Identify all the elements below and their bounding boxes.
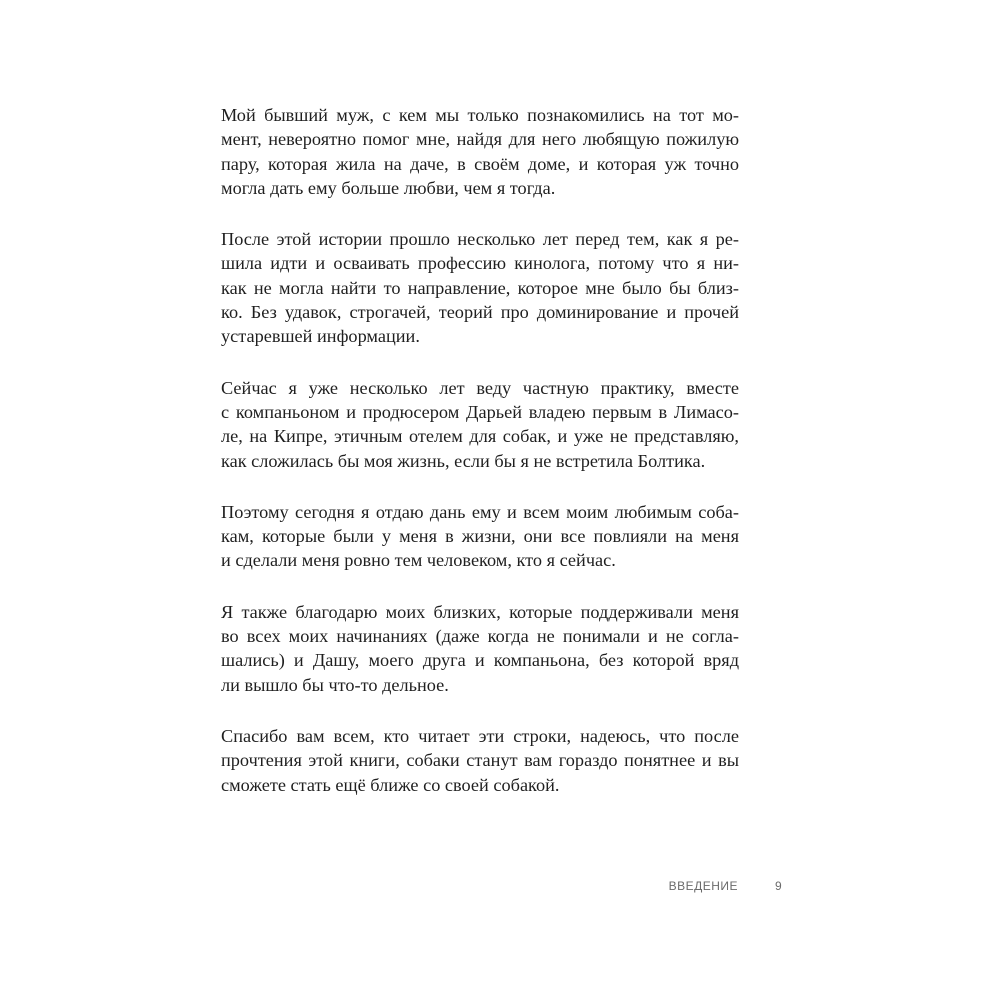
text-line: и сделали меня ровно тем человеком, кто я сейчас. (221, 550, 616, 571)
paragraph-6 (221, 724, 739, 797)
text-line: ле, на Кипре, этичным отелем для собак, и уже не представляю, (221, 426, 739, 447)
text-line: шались) и Дашу, моего друга и компаньона, без которой вряд (221, 650, 739, 671)
text-line: мент, невероятно помог мне, найдя для него любящую пожилую (221, 129, 739, 150)
text-line: с компаньоном и продюсером Дарьей владею первым в Лимасо- (221, 401, 739, 422)
paragraph-4 (221, 500, 739, 573)
text-line: как не могла найти то направление, которое мне было бы близ- (221, 277, 739, 298)
text-line: сможете стать ещё ближе со своей собакой. (221, 774, 560, 795)
body-text (221, 103, 739, 824)
paragraph-5 (221, 600, 739, 697)
text-line: пару, которая жила на даче, в своём доме, и которая уж точно (221, 153, 739, 174)
page-number: 9 (775, 879, 782, 893)
text-line: как сложилась бы моя жизнь, если бы я не встретила Болтика. (221, 450, 706, 471)
text-line: во всех моих начинаниях (даже когда не понимали и не согла- (221, 626, 739, 647)
running-footer-section: ВВЕДЕНИЕ (668, 879, 738, 893)
text-line: ли вышло бы что-то дельное. (221, 674, 449, 695)
text-line: Я также благодарю моих близких, которые поддерживали меня (221, 601, 739, 622)
text-line: ко. Без удавок, строгачей, теорий про доминирование и прочей (221, 302, 739, 323)
text-line: Мой бывший муж, с кем мы только познакомились на тот мо- (221, 105, 739, 125)
text-line: могла дать ему больше любви, чем я тогда. (221, 177, 556, 198)
text-line: прочтения этой книги, собаки станут вам гораздо понятнее и вы (221, 750, 739, 771)
text-line: После этой истории прошло несколько лет перед тем, как я ре- (221, 229, 739, 250)
paragraph-3 (221, 376, 739, 473)
paragraph-1 (221, 103, 739, 200)
text-line: Спасибо вам всем, кто читает эти строки, надеюсь, что после (221, 725, 739, 746)
text-line: шила идти и осваивать профессию кинолога, потому что я ни- (221, 253, 739, 274)
text-line: Сейчас я уже несколько лет веду частную практику, вместе (221, 377, 739, 398)
page-footer (0, 876, 1000, 896)
text-line: устаревшей информации. (221, 326, 420, 347)
paragraph-2 (221, 227, 739, 348)
text-line: Поэтому сегодня я отдаю дань ему и всем моим любимым соба- (221, 501, 739, 522)
text-line: кам, которые были у меня в жизни, они все повлияли на меня (221, 526, 739, 547)
